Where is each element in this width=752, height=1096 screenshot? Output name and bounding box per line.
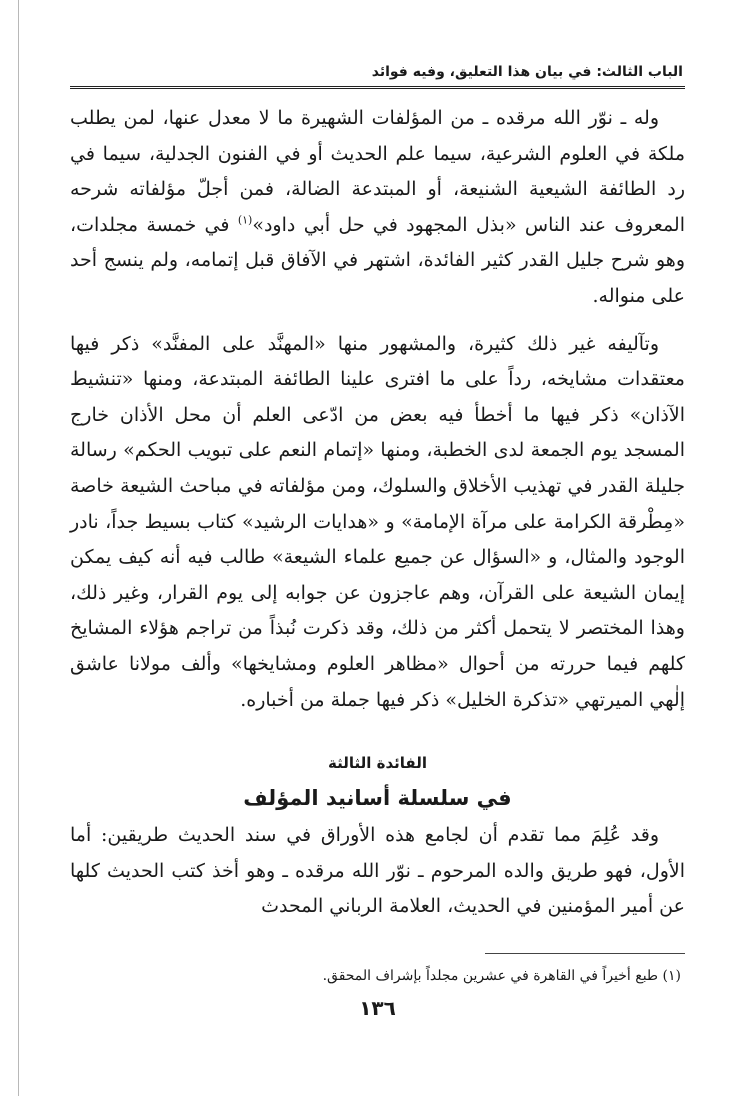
paragraph-1-text-cont: في خمسة مجلدات، وهو شرح جليل القدر كثير الفائدة، اشتهر في الآفاق قبل إتمامه، ولم ينسج أحد على منواله. xyxy=(70,213,685,307)
page-number: ١٣٦ xyxy=(359,995,396,1020)
footnote-reference[interactable]: (١) xyxy=(237,213,253,227)
book-page xyxy=(70,40,685,1020)
section-label: الفائدة الثالثة xyxy=(328,754,427,773)
footnote-divider xyxy=(485,953,685,954)
scan-edge-line xyxy=(18,0,19,1096)
paragraph-3: وقد عُلِمَ مما تقدم أن لجامع هذه الأوراق في سند الحديث طريقين: أما الأول، فهو طريق والده المرحوم ـ نوّر الله مرقده ـ وهو أخذ كتب الحديث كلها عن أمير المؤمنين في الحديث، العلامة الرباني المحدث xyxy=(70,824,685,918)
paragraph-1-text: وله ـ نوّر الله مرقده ـ من المؤلفات الشهيرة ما لا معدل عنها، لمن يطلب ملكة في العلوم الشرعية، سيما علم الحديث أو في الفنون الجدلية، سيما في رد الطائفة الشيعية الشنيعة، أو المبتدعة الضالة، فمن أجلّ مؤلفاته شرحه المعروف عند الناس «بذل المجهود في حل أبي داود» xyxy=(70,107,686,236)
paragraph-2: وتآليفه غير ذلك كثيرة، والمشهور منها «المهنَّد على المفنَّد» ذكر فيها معتقدات مشايخه، رداً على ما افترى علينا الطائفة المبتدعة، ومنها «تنشيط الآذان» ذكر فيها ما أخطأ فيه بعض من ادّعى العلم أن محل الأذان خارج المسجد يوم الجمعة لدى الخطبة، ومنها «إتمام النعم على تبويب الحكم» رسالة جليلة القدر في تهذيب الأخلاق والسلوك، ومن مؤلفاته في مباحث الشيعة خاصة «مِطْرقة الكرامة على مرآة الإمامة» و «هدايات الرشيد» كتاب بسيط جداً، نادر الوجود والمثال، و «السؤال عن جميع علماء الشيعة» طالب فيه أنه كيف يمكن إيمان الشيعة على القرآن، وهم عاجزون عن جوابه إلى يوم القرار، وغير ذلك، وهذا المختصر لا يتحمل أكثر من ذلك، وقد ذكرت نُبذاً من تراجم هؤلاء المشايخ كلهم فيما حررته من أحوال «مظاهر العلوم ومشايخها» وألف مولانا عاشق إلٰهي الميرتهي «تذكرة الخليل» ذكر فيها جملة من أخباره. xyxy=(70,332,685,711)
paragraph-1 xyxy=(70,101,685,315)
footnote: (١) طبع أخيراً في القاهرة في عشرين مجلداً بإشراف المحقق. xyxy=(322,967,681,984)
running-head: الباب الثالث: في بيان هذا التعليق، وفيه فوائد xyxy=(70,40,685,89)
section-title: في سلسلة أسانيد المؤلف xyxy=(243,786,512,811)
